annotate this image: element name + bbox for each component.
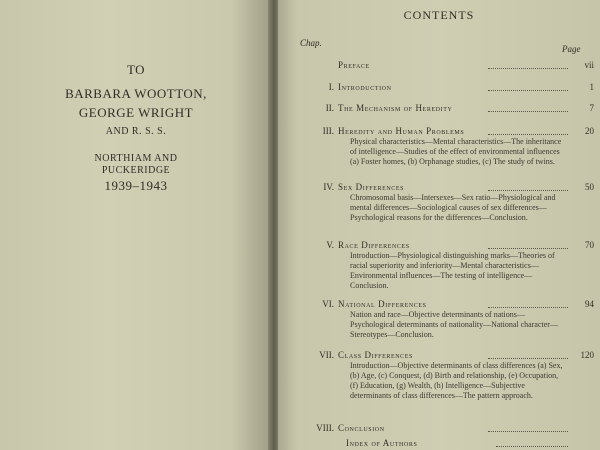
dedication-place: NORTHIAM AND <box>94 153 178 164</box>
toc-dot-leader <box>488 307 568 308</box>
chap-label: Chap. <box>300 38 322 48</box>
toc-page-number: 70 <box>585 240 594 250</box>
dedication-name: AND R. S. S. <box>105 126 167 137</box>
toc-chapter-title: Index of Authors <box>346 438 418 448</box>
right-page <box>278 0 600 450</box>
toc-chapter-number: III. <box>322 126 334 136</box>
dedication-years: 1939–1943 <box>104 178 168 193</box>
toc-chapter-title: Class Differences <box>338 350 413 360</box>
toc-chapter-title: Race Differences <box>338 240 410 250</box>
toc-chapter-title: Introduction <box>338 82 392 92</box>
toc-chapter-number: IV. <box>323 182 334 192</box>
dedication-name: GEORGE WRIGHT <box>78 105 194 120</box>
contents-heading: CONTENTS <box>403 8 475 22</box>
toc-chapter-number: VII. <box>319 350 334 360</box>
toc-dot-leader <box>488 134 568 135</box>
toc-chapter-summary: Introduction—Objective determinants of class differences (a) Sex, (b) Age, (c) Conquest, (d) Birth and relationship, (e) Occupation, (f) Education, (g) Wealth, (h) Intelligence—Subjective determinants of class differences—The pattern approach. <box>350 361 563 400</box>
toc-page-number: vii <box>584 60 594 70</box>
toc-page-number: 120 <box>580 350 594 360</box>
toc-dot-leader <box>488 358 568 359</box>
toc-chapter-number: V. <box>326 240 334 250</box>
toc-page-number: 7 <box>589 103 594 113</box>
toc-chapter-summary: Chromosomal basis—Intersexes—Sex ratio—Physiological and mental differences—Sociological causes of sex differences—Psychological reasons for the differences—Conclusion. <box>350 193 556 222</box>
dedication-to: TO <box>126 62 146 77</box>
toc-chapter-summary: Physical characteristics—Mental characteristics—The inheritance of intelligence—Studies of the effect of environmental influences (a) Foster homes, (b) Orphanage studies, (c) The study of twins. <box>350 137 562 166</box>
toc-page-number: 94 <box>585 299 594 309</box>
toc-chapter-title: National Differences <box>338 299 427 309</box>
toc-chapter-number: I. <box>328 82 334 92</box>
toc-dot-leader <box>488 90 568 91</box>
page-label: Page <box>562 44 581 54</box>
toc-dot-leader <box>488 111 568 112</box>
toc-chapter-number: VI. <box>322 299 334 309</box>
left-page <box>0 0 272 450</box>
toc-chapter-summary: Introduction—Physiological distinguishing marks—Theories of racial superiority and inferiority—Mental characteristics—Environmental influences—The testing of intelligence—Conclusion. <box>350 251 555 290</box>
toc-chapter-title: Sex Differences <box>338 182 405 192</box>
toc-dot-leader <box>488 68 568 69</box>
toc-page-number: 1 <box>589 82 594 92</box>
toc-chapter-title: The Mechanism of Heredity <box>338 103 453 113</box>
toc-chapter-title: Conclusion <box>338 423 385 433</box>
toc-page-number: 20 <box>585 126 594 136</box>
toc-dot-leader <box>496 446 568 447</box>
toc-dot-leader <box>488 190 568 191</box>
dedication <box>0 62 272 194</box>
toc-chapter-title: Heredity and Human Problems <box>338 126 465 136</box>
toc-chapter-title: Preface <box>338 60 370 70</box>
dedication-place: PUCKERIDGE <box>101 165 171 176</box>
toc-chapter-number: VIII. <box>316 423 334 433</box>
dedication-name: BARBARA WOOTTON, <box>65 86 207 101</box>
toc-chapter-number: II. <box>325 103 334 113</box>
toc-dot-leader <box>488 431 568 432</box>
toc-dot-leader <box>488 248 568 249</box>
toc-chapter-summary: Nation and race—Objective determinants of nations—Psychological determinants of nationality—National character—Stereotypes—Conclusion. <box>350 310 558 339</box>
toc-page-number: 50 <box>585 182 594 192</box>
